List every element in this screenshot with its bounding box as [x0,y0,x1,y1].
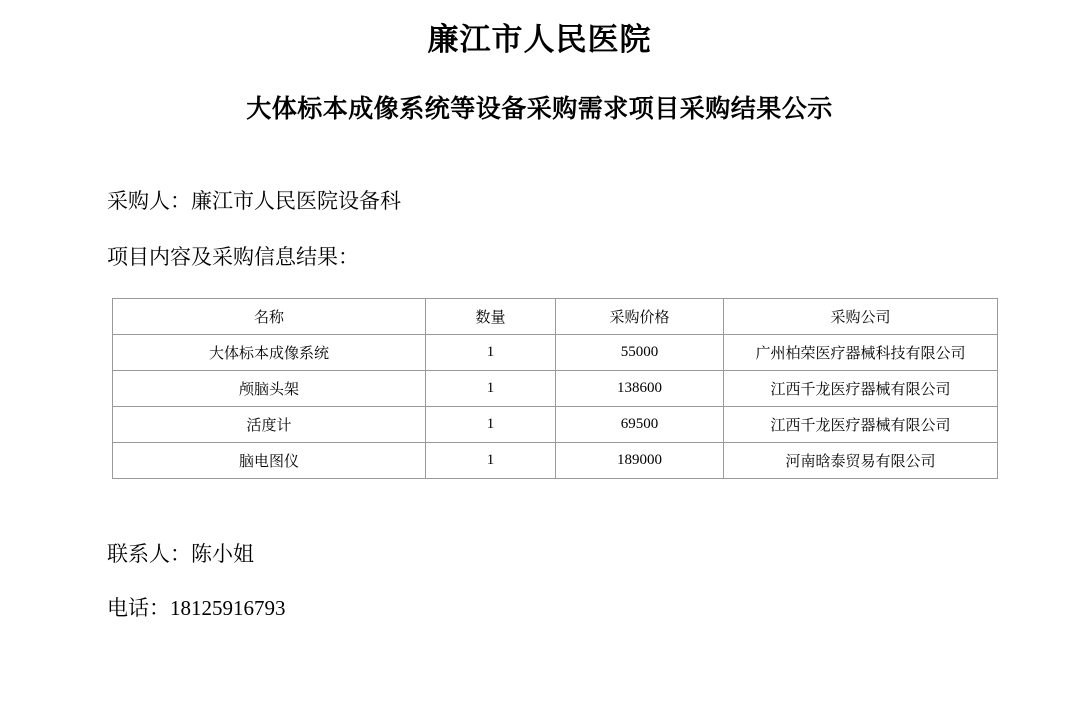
document-page [0,18,1079,715]
buyer-line: 采购人：廉江市人民医院设备科 [107,189,401,213]
column-header-qty: 数量 [426,299,556,335]
phone-line: 电话：18125916793 [107,596,286,620]
cell-name: 活度计 [113,407,426,443]
cell-company: 江西千龙医疗器械有限公司 [724,371,998,407]
column-header-price: 采购价格 [556,299,724,335]
cell-company: 广州柏荣医疗器械科技有限公司 [724,335,998,371]
cell-company: 河南晗泰贸易有限公司 [724,443,998,479]
cell-name: 颅脑头架 [113,371,426,407]
cell-name: 脑电图仪 [113,443,426,479]
cell-qty: 1 [426,371,556,407]
cell-price: 189000 [556,443,724,479]
cell-price: 138600 [556,371,724,407]
table-row [113,371,998,407]
cell-qty: 1 [426,335,556,371]
cell-qty: 1 [426,443,556,479]
cell-price: 69500 [556,407,724,443]
column-header-name: 名称 [113,299,426,335]
table-row [113,407,998,443]
page-subtitle: 大体标本成像系统等设备采购需求项目采购结果公示 [246,96,833,123]
column-header-company: 采购公司 [724,299,998,335]
cell-qty: 1 [426,407,556,443]
result-table-wrapper [0,298,1079,479]
procurement-result-table [112,298,998,479]
contact-line: 联系人：陈小姐 [107,542,254,566]
table-row [113,335,998,371]
cell-name: 大体标本成像系统 [113,335,426,371]
table-header-row [113,299,998,335]
cell-company: 江西千龙医疗器械有限公司 [724,407,998,443]
contact-block [0,539,1079,623]
page-title: 廉江市人民医院 [427,22,652,57]
intro-block [0,186,1079,272]
table-row [113,443,998,479]
content-line: 项目内容及采购信息结果： [107,245,359,269]
cell-price: 55000 [556,335,724,371]
